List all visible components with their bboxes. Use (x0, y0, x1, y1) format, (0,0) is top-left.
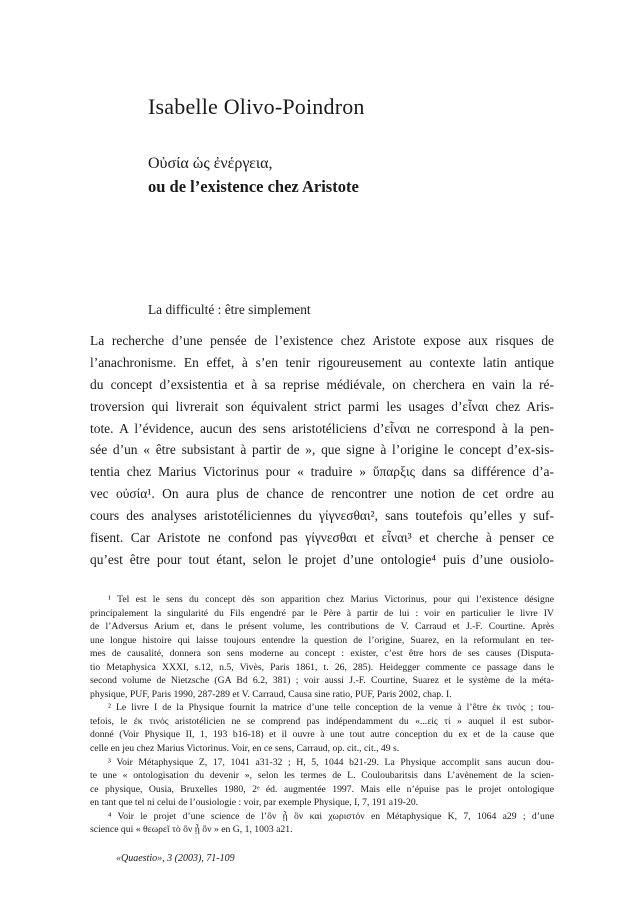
body-line: vec οὐσία¹. On aura plus de chance de rencontrer une notion de cet ordre au (90, 486, 554, 502)
footnote-4-line: science qui « θεωρεῖ τὸ ὂν ᾗ ὂν » en G, 1, 1003 a21. (90, 824, 293, 836)
body-line: qu’est être pour tout étant, selon le projet d’une ontologie⁴ puis d’une ousiolo- (90, 551, 554, 567)
article-title: ou de l’existence chez Aristote (148, 177, 359, 196)
body-line: cours des analyses aristotéliciennes du γίγνεσθαι², sans toutefois qu’elles y suf- (90, 508, 554, 524)
footnote-2-line: tefois, le ἐκ τινός aristotélicien ne se comprend pas indépendamment du «...εἰς τί » auquel il est subor- (90, 715, 554, 727)
footnote-1-line: second volume de Nietzsche (GA Bd 6.2, 381) ; voir aussi J.-F. Courtine, Suarez et le système de la méta- (90, 675, 554, 687)
footnote-2-line: ² Le livre I de la Physique fournit la matrice d’une telle conception de la venue à l’être ἐκ τινός ; tou- (108, 702, 554, 714)
footnote-1-line: de l’Adversus Arium et, dans le présent volume, les contributions de V. Carraud et J.-F. Courtine. Après (90, 621, 554, 633)
footnote-3-line: ce physique, Ousia, Bruxelles 1980, 2ᵉ éd. augmentée 1997. Mais elle n’épuise pas le projet ontologique (90, 783, 554, 795)
footnote-1-line: tio Metaphysica XXXI, s.12, n.5, Vivès, Paris 1861, t. 26, 285). Heidegger commente ce passage dans le (90, 661, 554, 673)
footnote-1-line: physique, PUF, Paris 1990, 287-289 et V. Carraud, Causa sine ratio, PUF, Paris 2002, chap. I. (90, 688, 452, 700)
body-line: du concept d’exsistentia et à sa reprise médiévale, on cherchera en vain la ré- (90, 376, 554, 392)
body-line: l’anachronisme. En effet, à s’en tenir rigoureusement au contexte latin antique (90, 354, 554, 370)
section-heading: La difficulté : être simplement (148, 302, 311, 317)
footnote-1-line: mes de causalité, donnera son sens moderne au concept : exister, c’est être hors de ses causes (Disputa- (90, 648, 554, 660)
footnote-3-line: ³ Voir Métaphysique Z, 17, 1041 a31-32 ; H, 5, 1044 b21-29. La Physique accomplit sans aucun dou- (108, 756, 554, 768)
footnote-1-line: principalement la singularité du Fils engendré par le Père à partir de lui : voir en particulier le livre IV (90, 607, 554, 619)
body-line: tote. A l’évidence, aucun des sens aristotéliciens d’εἶναι ne correspond à la pen- (90, 420, 554, 436)
body-text (90, 330, 554, 571)
footnote-1-line: une longue histoire qui laisse toujours entendre la question de l’origine, Suarez, en la reformulant en ter- (90, 634, 554, 646)
body-line: tentia chez Marius Victorinus pour « traduire » ὕπαρξις dans sa différence d’a- (90, 464, 554, 480)
footnote-2-line: celle en jeu chez Marius Victorinus. Voir, en ce sens, Carraud, op. cit., cit., 49 s. (90, 743, 400, 755)
footnotes (90, 593, 554, 837)
footnote-4-line: ⁴ Voir le projet d’une science de l’ὂν ᾗ ὂν καὶ χωριστόν en Métaphysique K, 7, 1064 a29 ; d’une (108, 810, 554, 822)
body-line: troversion qui livrerait son équivalent strict parmi les usages d’εἶναι chez Aris- (90, 398, 554, 414)
footnote-3-line: te une « ontologisation du devenir », selon les termes de L. Couloubaritsis dans L’avènement de la scien- (90, 770, 554, 782)
title-greek-line: Οὐσία ὡς ἐνέργεια, (148, 155, 273, 172)
body-line: La recherche d’une pensée de l’existence chez Aristote expose aux risques de (90, 333, 554, 348)
author-name: Isabelle Olivo-Poindron (148, 94, 365, 119)
footnote-1-line: ¹ Tel est le sens du concept dès son apparition chez Marius Victorinus, pour qui l’existence désigne (108, 594, 554, 605)
footnote-3-line: en tant que tel ni celui de l’ousiologie : voir, par exemple Physique, I, 7, 191 a19-20. (90, 797, 419, 809)
body-line: fisent. Car Aristote ne confond pas γίγνεσθαι et εἶναι³ et cherche à penser ce (90, 530, 554, 546)
body-line: sée d’un « être subsistant à partir de », que signe à l’origine le concept d’ex-sis- (90, 442, 554, 458)
footnote-2-line: donné (Voir Physique II, 1, 193 b16-18) et il ouvre à une tout autre conception du ex et de la cause que (90, 729, 554, 741)
journal-citation-footer: «Quaestio», 3 (2003), 71-109 (116, 853, 235, 864)
